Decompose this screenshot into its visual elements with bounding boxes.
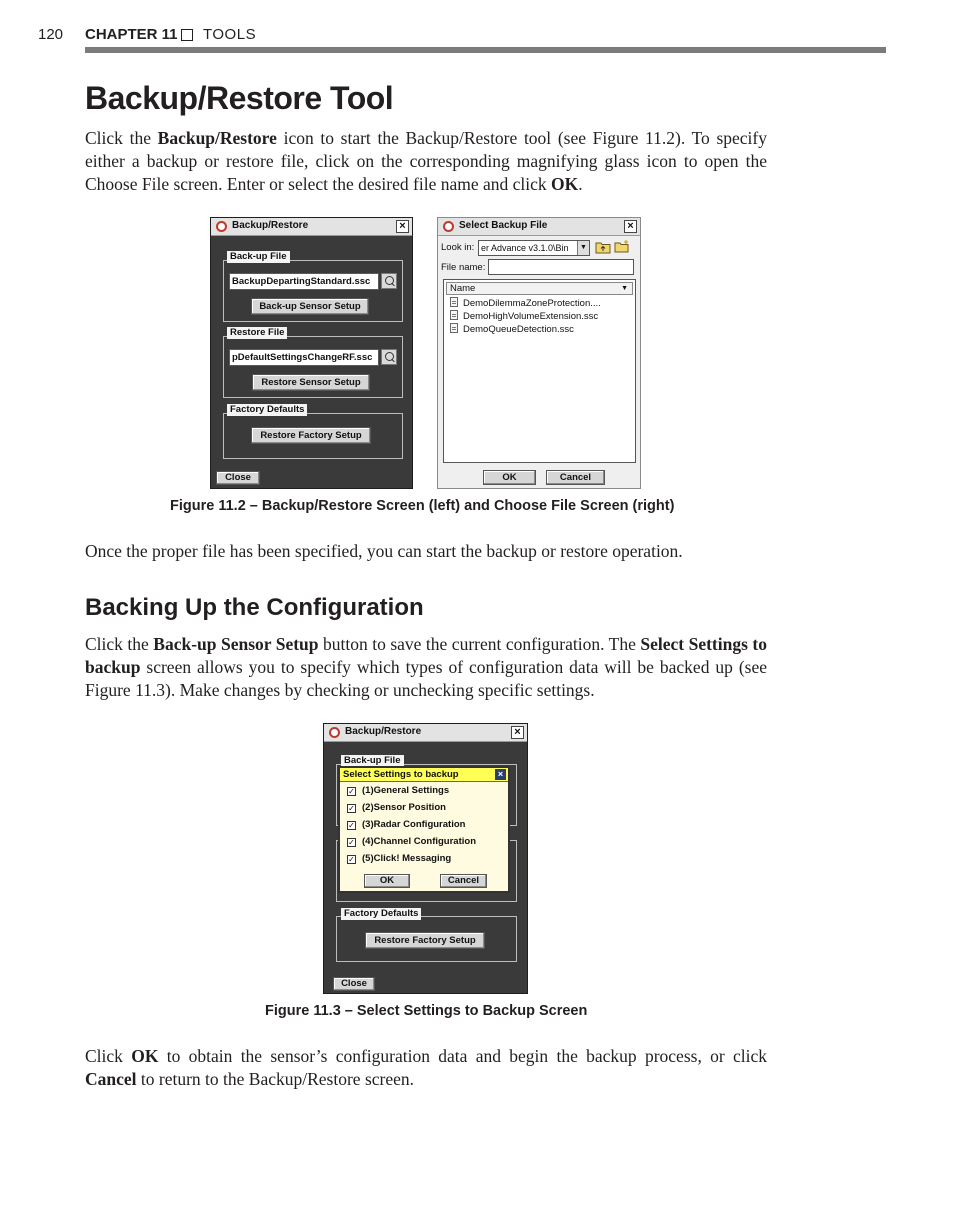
restore-file-label: Restore File <box>227 327 287 339</box>
backup-sensor-setup-button[interactable]: Back-up Sensor Setup <box>251 298 369 315</box>
restore-factory-setup-button[interactable]: Restore Factory Setup <box>365 932 485 949</box>
select-settings-dialog <box>338 766 510 893</box>
cancel-button[interactable]: Cancel <box>440 874 487 888</box>
paragraph: Click the Back-up Sensor Setup button to save the current configuration. The Select Settings to backup screen allows you to specify which types of configuration data will be backed up (see Figure 11.3). Make changes by checking or unchecking specific settings. <box>85 634 767 700</box>
list-item[interactable]: DemoHighVolumeExtension.ssc <box>450 310 598 323</box>
ok-button[interactable]: OK <box>483 470 536 485</box>
checkbox-icon[interactable]: ✓ <box>348 787 355 796</box>
app-icon <box>443 221 454 232</box>
sort-arrow-icon: ▼ <box>621 285 628 292</box>
cancel-button[interactable]: Cancel <box>546 470 605 485</box>
file-list <box>443 279 636 463</box>
title-bar <box>438 218 640 236</box>
restore-factory-setup-button[interactable]: Restore Factory Setup <box>251 427 371 444</box>
window-title: Select Backup File <box>459 220 548 231</box>
file-icon <box>450 310 458 320</box>
setting-checkbox[interactable]: ✓ (5)Click! Messaging <box>348 853 452 864</box>
paragraph: Click OK to obtain the sensor’s configuration data and begin the backup process, or click Cancel to return to the Backup/Restore screen. <box>85 1046 767 1089</box>
setting-checkbox[interactable]: ✓ (3)Radar Configuration <box>348 819 466 830</box>
app-icon <box>329 727 340 738</box>
intro-paragraph: Click the Backup/Restore icon to start the Backup/Restore tool (see Figure 11.2). To specify either a backup or restore file, click on the corresponding magnifying glass icon to open the Choose File screen. Enter or select the desired file name and click OK. <box>85 128 767 194</box>
page-number: 120 <box>38 26 64 43</box>
select-backup-file-window <box>437 217 641 489</box>
file-icon <box>450 323 458 333</box>
backup-restore-window <box>210 217 413 489</box>
factory-defaults-label: Factory Defaults <box>227 404 307 416</box>
magnifier-icon[interactable] <box>381 349 397 365</box>
backup-file-field[interactable]: BackupDepartingStandard.ssc <box>229 273 379 290</box>
new-folder-icon[interactable] <box>614 239 630 253</box>
checkbox-icon[interactable]: ✓ <box>348 804 355 813</box>
close-button[interactable]: Close <box>333 977 375 991</box>
setting-checkbox[interactable]: ✓ (2)Sensor Position <box>348 802 446 813</box>
backup-file-label: Back-up File <box>227 251 290 263</box>
header-rule <box>85 47 886 53</box>
name-column-header[interactable]: Name ▼ <box>446 282 633 295</box>
restore-file-field[interactable]: pDefaultSettingsChangeRF.ssc <box>229 349 379 366</box>
figure-caption: Figure 11.3 – Select Settings to Backup Screen <box>265 1003 588 1019</box>
factory-defaults-label: Factory Defaults <box>341 908 421 920</box>
dialog-title-bar <box>340 768 508 782</box>
checkbox-icon[interactable]: ✓ <box>348 838 355 847</box>
close-icon[interactable]: × <box>495 769 506 780</box>
chapter-label: CHAPTER 11 <box>85 26 178 43</box>
paragraph: Once the proper file has been specified, you can start the backup or restore operation. <box>85 541 683 561</box>
restore-sensor-setup-button[interactable]: Restore Sensor Setup <box>252 374 370 391</box>
look-in-dropdown[interactable]: er Advance v3.1.0\Bin ▼ <box>478 240 590 256</box>
window-title: Backup/Restore <box>232 220 309 231</box>
app-icon <box>216 221 227 232</box>
title-bar <box>211 218 412 236</box>
close-icon[interactable]: × <box>511 726 524 739</box>
section-heading: Backing Up the Configuration <box>85 594 424 621</box>
page-title: Backup/Restore Tool <box>85 80 394 116</box>
checkbox-icon[interactable]: ✓ <box>348 855 355 864</box>
list-item[interactable]: DemoDilemmaZoneProtection.... <box>450 297 601 310</box>
file-name-label: File name: <box>441 262 486 273</box>
section-label: TOOLS <box>203 26 257 43</box>
figure-caption: Figure 11.2 – Backup/Restore Screen (left) and Choose File Screen (right) <box>170 498 675 514</box>
header-separator-box <box>181 29 193 41</box>
dialog-title: Select Settings to backup <box>343 769 459 780</box>
list-item[interactable]: DemoQueueDetection.ssc <box>450 323 574 336</box>
look-in-label: Look in: <box>441 242 475 253</box>
setting-checkbox[interactable]: ✓ (4)Channel Configuration <box>348 836 476 847</box>
close-button[interactable]: Close <box>216 471 260 485</box>
backup-file-label: Back-up File <box>341 755 404 767</box>
up-folder-icon[interactable] <box>595 240 611 254</box>
backup-restore-window <box>323 723 528 994</box>
close-icon[interactable]: × <box>396 220 409 233</box>
checkbox-icon[interactable]: ✓ <box>348 821 355 830</box>
file-icon <box>450 297 458 307</box>
magnifier-icon[interactable] <box>381 273 397 289</box>
ok-button[interactable]: OK <box>364 874 410 888</box>
title-bar <box>324 724 527 742</box>
file-name-input[interactable] <box>488 259 634 275</box>
close-icon[interactable]: × <box>624 220 637 233</box>
chevron-down-icon[interactable]: ▼ <box>577 241 589 255</box>
setting-checkbox[interactable]: ✓ (1)General Settings <box>348 785 450 796</box>
window-title: Backup/Restore <box>345 726 422 737</box>
